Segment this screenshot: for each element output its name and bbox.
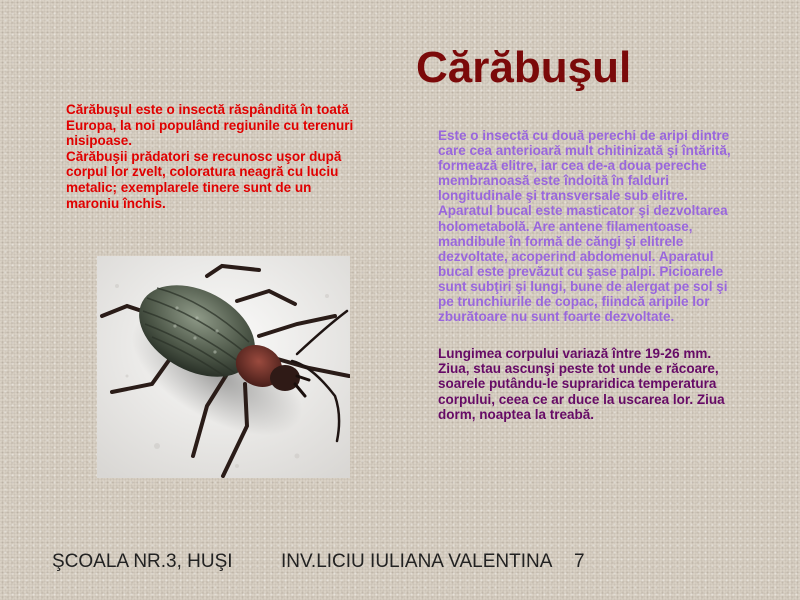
intro-text-block [66, 102, 366, 211]
slide-title: Cărăbuşul [416, 43, 632, 92]
beetle-illustration [97, 256, 350, 478]
habits-paragraph [438, 346, 743, 421]
intro-text-line: Cărăbuşul este o insectă răspândită în toată Europa, la noi populând regiunile cu terenuri nisipoase. [66, 102, 354, 149]
intro-text-line: Cărăbuşii prădatori se recunosc uşor după corpul lor zvelt, coloratura neagră cu luciu metalic; exemplarele tinere sunt de un maroniu închis. [66, 148, 342, 211]
anatomy-paragraph: Este o insectă cu două perechi de aripi dintre care cea anterioară mult chitinizată şi întărită, formează elitre, iar cea de-a doua pereche membranoasă este îndoită în falduri longitudinale şi transversale sub elitre. Aparatul bucal este masticator şi dezvoltarea holometabolă. Are antene filamentoase, mandibule în formă de căngi şi elitrele dezvoltate, acoperind abdomenul. Aparatul bucal este prevăzut cu şase palpi. Picioarele sunt subţiri şi lungi, bune de alergat pe sol şi pe trunchiurile de copac, fiindcă aripile lor zburătoare nu sunt foarte dezvoltate. [438, 128, 731, 325]
footer-author: INV.LICIU IULIANA VALENTINA [281, 551, 553, 572]
beetle-photo [97, 256, 350, 478]
footer-school: ŞCOALA NR.3, HUŞI [52, 551, 233, 572]
habits-text-line: Ziua, stau ascunşi peste tot unde e răcoare, soarele putându-le supraridica temperatura corpului, ceea ce ar duce la uscarea lor. Ziua dorm, noaptea la treabă. [438, 361, 725, 422]
habits-text-line: Lungimea corpului variază între 19-26 mm. [438, 346, 712, 362]
description-text-block [438, 128, 743, 422]
slide-number: 7 [574, 551, 585, 572]
